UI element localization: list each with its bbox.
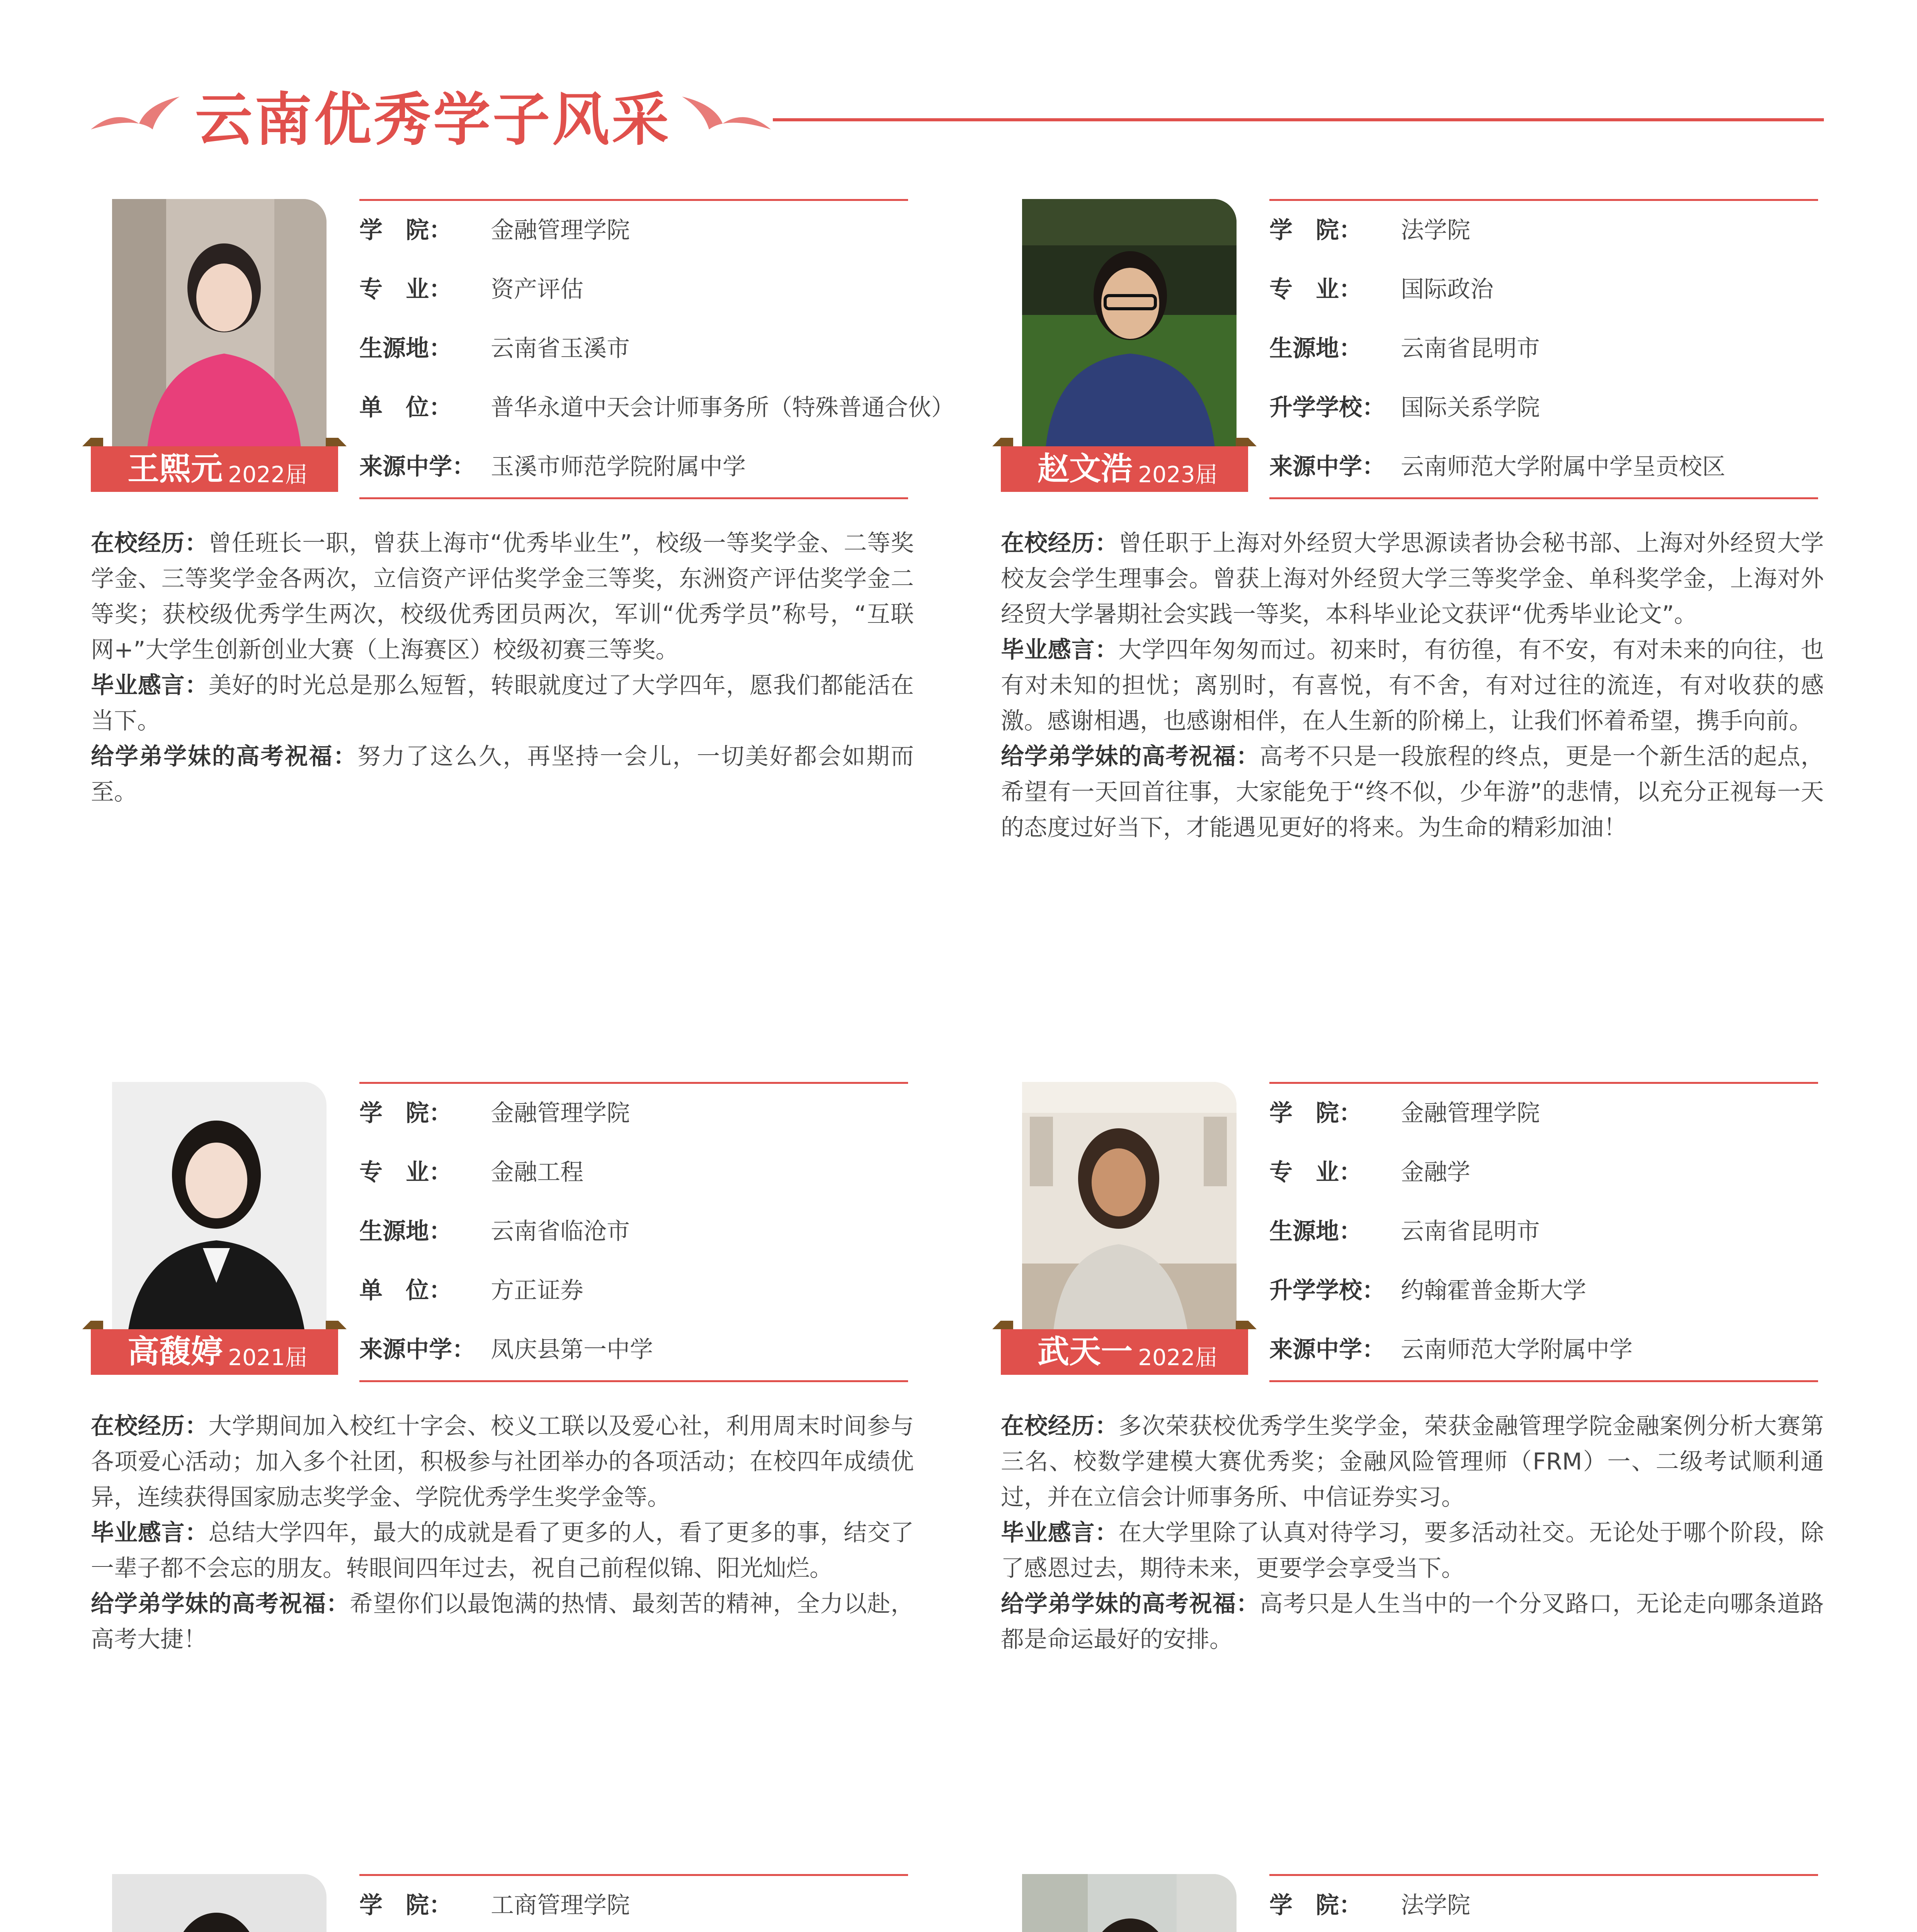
info-label: 学 院： xyxy=(1269,217,1362,244)
info-row xyxy=(359,1143,908,1202)
info-value: 玉溪市师范学院附属中学 xyxy=(491,453,746,480)
info-value: 资产评估 xyxy=(491,276,583,303)
info-label: 学 院： xyxy=(1269,1892,1362,1919)
info-row xyxy=(359,1084,908,1143)
bio-label: 在校经历： xyxy=(91,530,208,557)
student-photo xyxy=(112,1874,327,1932)
info-label: 学 院： xyxy=(359,1892,452,1919)
page-header xyxy=(0,0,1917,162)
bio-graduation-words xyxy=(91,1515,914,1586)
info-row xyxy=(1269,201,1818,260)
bio-experience xyxy=(1001,1408,1824,1515)
info-value: 云南师范大学附属中学 xyxy=(1401,1336,1633,1363)
bio-label: 毕业感言： xyxy=(1001,636,1119,663)
student-photo xyxy=(1022,199,1237,452)
info-row xyxy=(1269,319,1818,378)
bio-text: 总结大学四年，最大的成就是看了更多的人，看了更多的事，结交了一辈子都不会忘的朋友。转眼间四年过去，祝自己前程似锦、阳光灿烂。 xyxy=(91,1519,914,1582)
bio-graduation-words xyxy=(91,668,914,739)
student-card xyxy=(1001,1874,1832,1932)
info-value: 金融管理学院 xyxy=(1401,1100,1540,1127)
info-label: 来源中学： xyxy=(1269,1336,1385,1363)
info-value: 云南省玉溪市 xyxy=(491,335,630,362)
info-label: 学 院： xyxy=(359,217,452,244)
bio-label: 给学弟学妹的高考祝福： xyxy=(1001,1590,1260,1617)
info-value: 工商管理学院 xyxy=(491,1892,630,1919)
bio-text: 高考不只是一段旅程的终点，更是一个新生活的起点，希望有一天回首往事，大家能免于“终不似，少年游”的悲情，以充分正视每一天的态度过好当下，才能遇见更好的将来。为生命的精彩加油！ xyxy=(1001,743,1824,841)
bio-text: 努力了这么久，再坚持一会儿，一切美好都会如期而至。 xyxy=(91,743,914,806)
info-row xyxy=(359,1320,908,1379)
name-ribbon xyxy=(91,446,338,492)
student-card xyxy=(91,199,954,991)
bio-label: 在校经历： xyxy=(1001,1413,1119,1440)
bird-left-icon xyxy=(89,93,182,135)
bio-label: 在校经历： xyxy=(1001,530,1119,557)
info-row xyxy=(359,1202,908,1261)
info-label: 学 院： xyxy=(1269,1100,1362,1127)
info-label: 来源中学： xyxy=(1269,453,1385,480)
bio-text: 大学四年匆匆而过。初来时，有彷徨，有不安，有对未来的向往，也有对未知的担忧；离别时，有喜悦，有不舍，有对过往的流连，有对收获的感激。感谢相遇，也感谢相伴，在人生新的阶梯上，让我们怀着希望，携手向前。 xyxy=(1001,636,1824,735)
info-label: 单 位： xyxy=(359,394,452,421)
student-name: 高馥婷 xyxy=(128,1333,223,1370)
student-card xyxy=(91,1874,922,1932)
info-row xyxy=(359,378,954,437)
bird-right-icon xyxy=(680,93,773,135)
graduation-class: 2022届 xyxy=(228,461,308,488)
bio-text: 希望你们以最饱满的热情、最刻苦的精神，全力以赴，高考大捷！ xyxy=(91,1590,914,1653)
info-value: 金融工程 xyxy=(491,1159,583,1186)
info-label: 专 业： xyxy=(359,1159,452,1186)
bio-experience xyxy=(1001,526,1824,632)
info-row xyxy=(1269,260,1818,319)
student-photo xyxy=(112,199,327,452)
bio-label: 毕业感言： xyxy=(91,672,209,699)
info-table xyxy=(1269,1874,1818,1932)
info-label: 生源地： xyxy=(1269,1218,1362,1245)
bio-text: 美好的时光总是那么短暂，转眼就度过了大学四年，愿我们都能活在当下。 xyxy=(91,672,914,735)
bio-label: 毕业感言： xyxy=(91,1519,209,1546)
info-row xyxy=(1269,1320,1818,1379)
info-row xyxy=(1269,1202,1818,1261)
name-ribbon xyxy=(1001,446,1248,492)
bio-text: 大学期间加入校红十字会、校义工联以及爱心社，利用周末时间参与各项爱心活动；加入多个社团，积极参与社团举办的各项活动；在校四年成绩优异，连续获得国家励志奖学金、学院优秀学生奖学金等。 xyxy=(91,1413,914,1511)
info-table xyxy=(359,1874,908,1932)
info-row xyxy=(1269,437,1818,497)
student-card xyxy=(1001,1082,1832,1874)
page-title: 云南优秀学子风采 xyxy=(195,87,671,153)
info-row xyxy=(359,260,908,319)
info-value: 金融管理学院 xyxy=(491,1100,630,1127)
info-value: 云南省昆明市 xyxy=(1401,1218,1540,1245)
student-photo xyxy=(1022,1874,1237,1932)
student-name: 武天一 xyxy=(1038,1333,1133,1370)
info-label: 来源中学： xyxy=(359,453,475,480)
info-row xyxy=(359,437,908,497)
info-row xyxy=(359,201,908,260)
bio-text: 高考只是人生当中的一个分叉路口，无论走向哪条道路都是命运最好的安排。 xyxy=(1001,1590,1824,1653)
info-value: 普华永道中天会计师事务所（特殊普通合伙） xyxy=(491,394,954,421)
student-name: 赵文浩 xyxy=(1038,451,1133,487)
info-value: 金融学 xyxy=(1401,1159,1470,1186)
info-table xyxy=(1269,1082,1818,1387)
info-table xyxy=(359,1082,908,1387)
name-ribbon xyxy=(91,1329,338,1375)
bio-label: 给学弟学妹的高考祝福： xyxy=(91,1590,350,1617)
graduation-class: 2023届 xyxy=(1138,461,1218,488)
info-value: 凤庆县第一中学 xyxy=(491,1336,653,1363)
bio-exam-wishes xyxy=(91,739,914,810)
info-label: 学 院： xyxy=(359,1100,452,1127)
bio-section xyxy=(1001,1408,1824,1657)
graduation-class: 2022届 xyxy=(1138,1344,1218,1371)
info-value: 方正证券 xyxy=(491,1277,583,1304)
info-row xyxy=(1269,1261,1818,1320)
bio-experience xyxy=(91,1408,914,1515)
info-value: 云南省昆明市 xyxy=(1401,335,1540,362)
info-label: 单 位： xyxy=(359,1277,452,1304)
info-label: 生源地： xyxy=(359,1218,452,1245)
info-value: 金融管理学院 xyxy=(491,217,630,244)
bio-section xyxy=(91,1408,914,1657)
bio-text: 曾任班长一职，曾获上海市“优秀毕业生”，校级一等奖学金、二等奖学金、三等奖学金各两次，立信资产评估奖学金三等奖，东洲资产评估奖学金二等奖；获校级优秀学生两次，校级优秀团员两次，军训“优秀学员”称号，“互联网+”大学生创新创业大赛（上海赛区）校级初赛三等奖。 xyxy=(91,530,914,663)
bio-text: 多次荣获校优秀学生奖学金，荣获金融管理学院金融案例分析大赛第三名、校数学建模大赛优秀奖；金融风险管理师（FRM）一、二级考试顺利通过，并在立信会计师事务所、中信证券实习。 xyxy=(1001,1413,1824,1511)
info-label: 专 业： xyxy=(1269,276,1362,303)
info-value: 国际政治 xyxy=(1401,276,1493,303)
info-row xyxy=(1269,1876,1818,1932)
info-value: 国际关系学院 xyxy=(1401,394,1540,421)
bio-section xyxy=(91,526,914,810)
bio-graduation-words xyxy=(1001,1515,1824,1586)
info-table xyxy=(359,199,954,504)
info-label: 生源地： xyxy=(1269,335,1362,362)
info-label: 升学学校： xyxy=(1269,394,1385,421)
info-label: 生源地： xyxy=(359,335,452,362)
bio-experience xyxy=(91,526,914,668)
student-photo xyxy=(112,1082,327,1335)
info-row xyxy=(359,1261,908,1320)
bio-text: 曾任职于上海对外经贸大学思源读者协会秘书部、上海对外经贸大学校友会学生理事会。曾获上海对外经贸大学三等奖学金、单科奖学金，上海对外经贸大学暑期社会实践一等奖，本科毕业论文获评“优秀毕业论文”。 xyxy=(1001,530,1824,628)
info-value: 法学院 xyxy=(1401,1892,1470,1919)
info-row xyxy=(359,319,908,378)
info-row xyxy=(1269,1084,1818,1143)
header-divider xyxy=(773,118,1824,121)
info-value: 云南省临沧市 xyxy=(491,1218,630,1245)
bio-text: 在大学里除了认真对待学习，要多活动社交。无论处于哪个阶段，除了感恩过去，期待未来，更要学会享受当下。 xyxy=(1001,1519,1824,1582)
student-card xyxy=(1001,199,1832,991)
bio-label: 给学弟学妹的高考祝福： xyxy=(1001,743,1260,770)
info-label: 升学学校： xyxy=(1269,1277,1385,1304)
bio-exam-wishes xyxy=(91,1586,914,1657)
name-ribbon xyxy=(1001,1329,1248,1375)
bio-exam-wishes xyxy=(1001,1586,1824,1657)
info-row xyxy=(359,1876,908,1932)
bio-label: 在校经历： xyxy=(91,1413,209,1440)
student-name: 王熙元 xyxy=(128,451,223,487)
info-value: 法学院 xyxy=(1401,217,1470,244)
bio-label: 毕业感言： xyxy=(1001,1519,1119,1546)
info-label: 专 业： xyxy=(359,276,452,303)
student-photo xyxy=(1022,1082,1237,1335)
info-row xyxy=(1269,378,1818,437)
graduation-class: 2021届 xyxy=(228,1344,308,1371)
info-label: 来源中学： xyxy=(359,1336,475,1363)
student-card xyxy=(91,1082,922,1874)
info-row xyxy=(1269,1143,1818,1202)
bio-label: 给学弟学妹的高考祝福： xyxy=(91,743,357,770)
info-table xyxy=(1269,199,1818,504)
info-value: 云南师范大学附属中学呈贡校区 xyxy=(1401,453,1725,480)
info-label: 专 业： xyxy=(1269,1159,1362,1186)
bio-section xyxy=(1001,526,1824,845)
info-value: 约翰霍普金斯大学 xyxy=(1401,1277,1586,1304)
bio-graduation-words xyxy=(1001,632,1824,739)
bio-exam-wishes xyxy=(1001,739,1824,845)
